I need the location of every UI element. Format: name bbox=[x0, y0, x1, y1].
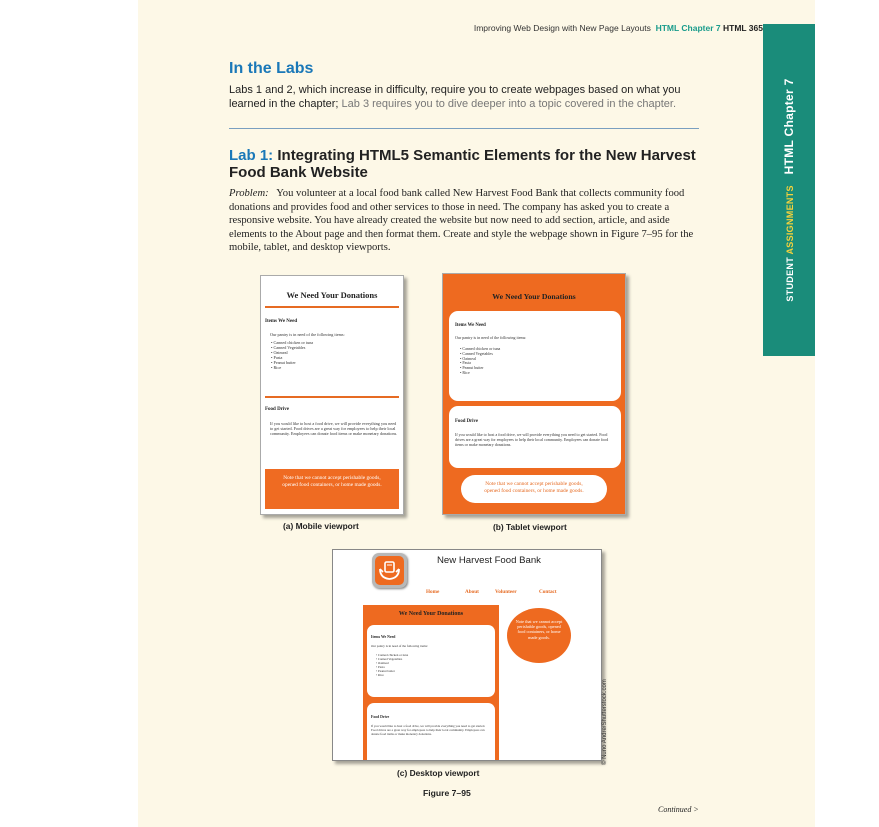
list-item: • Canned Vegetables bbox=[271, 345, 306, 350]
chapter-label: HTML Chapter 7 bbox=[655, 23, 721, 33]
list-item: • Oatmeal bbox=[376, 660, 389, 665]
mobile-caption: (a) Mobile viewport bbox=[283, 521, 359, 531]
mobile-note: Note that we cannot accept perishable goods, opened food containers, or home made goods. bbox=[265, 469, 399, 509]
desktop-caption: (c) Desktop viewport bbox=[397, 768, 480, 778]
list-item: • Canned Vegetables bbox=[460, 350, 493, 356]
logo-inner bbox=[375, 556, 404, 585]
mobile-viewport-mockup bbox=[260, 275, 404, 515]
labs-intro-gray: Lab 3 requires you to dive deeper into a topic covered in the chapter. bbox=[341, 98, 677, 110]
site-name: New Harvest Food Bank bbox=[437, 555, 541, 566]
problem-text: You volunteer at a local food bank called New Harvest Food Bank that collects community food donations and provides food and other services to those in need. The company has asked you to create a responsive website. You have already created the website but now need to add section, article, and aside elements to the About page and then format them. Create and style the webpage shown in Figure 7–95 for the mobile, tablet, and desktop viewports. bbox=[229, 188, 694, 253]
list-item: • Peanut butter bbox=[376, 668, 395, 673]
desktop-aside-note: Note that we cannot accept perishable goods, opened food containers, or home made goods. bbox=[507, 608, 571, 663]
list-item: • Pasta bbox=[460, 360, 471, 366]
tablet-viewport-mockup bbox=[442, 273, 626, 515]
list-item: • Rice bbox=[376, 672, 384, 677]
list-item: • Oatmeal bbox=[460, 355, 476, 361]
labs-intro-main: Labs 1 and 2, which increase in difficulty, require you to create webpages based on what you learned in the chapter; bbox=[229, 84, 681, 110]
problem-paragraph bbox=[229, 187, 709, 255]
mobile-page-title: We Need Your Donations bbox=[286, 290, 378, 300]
lab1-title: Integrating HTML5 Semantic Elements for the New Harvest Food Bank Website bbox=[229, 147, 696, 181]
tablet-note: Note that we cannot accept perishable goods, opened food containers, or home made goods. bbox=[461, 475, 607, 503]
desktop-drive-heading: Food Drive bbox=[371, 715, 390, 719]
tablet-items-box bbox=[449, 311, 621, 401]
photo-credit: © Nuno Andre/Shutterstock.com bbox=[602, 679, 608, 765]
desktop-items-intro: Our pantry is in need of the following items: bbox=[371, 644, 428, 648]
side-chapter-tab bbox=[763, 24, 815, 356]
tablet-page-title: We Need Your Donations bbox=[492, 292, 576, 301]
mobile-items-heading: Items We Need bbox=[265, 319, 298, 324]
mobile-drive-text: If you would like to host a food drive, we will provide everything you need to get started. Food drives are a great way for employees to help their local community. Employees can donate food items or make monetary donations. bbox=[270, 421, 398, 436]
tablet-items-list bbox=[460, 347, 500, 376]
list-item: • Rice bbox=[271, 365, 282, 370]
side-tab-student: STUDENT bbox=[785, 256, 795, 302]
tablet-drive-heading: Food Drive bbox=[455, 419, 479, 424]
list-item: • Pasta bbox=[376, 664, 385, 669]
desktop-drive-text: If you would like to host a food drive, we will provide everything you need to get started. Food drives are a great way for employees to help their local community. Employees can donate food items or make monetary donations. bbox=[371, 724, 486, 736]
desktop-viewport-mockup bbox=[332, 549, 602, 761]
desktop-page-title: We Need Your Donations bbox=[398, 611, 464, 617]
nav-home: Home bbox=[426, 589, 440, 595]
tablet-items-heading: Items We Need bbox=[455, 323, 486, 328]
mobile-items-list bbox=[271, 340, 313, 370]
nav-contact: Contact bbox=[539, 589, 557, 595]
desktop-main-section bbox=[363, 605, 499, 761]
mobile-divider bbox=[265, 396, 399, 398]
desktop-items-list bbox=[376, 654, 408, 677]
list-item: • Oatmeal bbox=[271, 350, 288, 355]
tablet-drive-text: If you would like to host a food drive, we will provide everything you need to get started. Food drives are a great way for employees to help their local community. Employees can donate food items or make monetary donations. bbox=[455, 432, 609, 447]
nav-about: About bbox=[465, 589, 479, 595]
list-item: • Canned chicken or tuna bbox=[271, 340, 314, 345]
hands-food-icon bbox=[375, 556, 404, 585]
lab1-number: Lab 1: bbox=[229, 147, 274, 164]
figure-label: Figure 7–95 bbox=[423, 788, 471, 798]
desktop-items-box bbox=[367, 625, 495, 697]
list-item: • Peanut butter bbox=[271, 360, 296, 365]
side-tab-chapter: HTML Chapter 7 bbox=[782, 78, 796, 175]
lab1-heading bbox=[229, 147, 709, 181]
list-item: • Rice bbox=[460, 369, 470, 375]
page-ref: HTML 365 bbox=[723, 23, 763, 33]
mobile-drive-heading: Food Drive bbox=[265, 407, 290, 412]
side-tab-text bbox=[782, 78, 796, 301]
continued-link: Continued > bbox=[658, 805, 699, 814]
mobile-items-intro: Our pantry is in need of the following items: bbox=[270, 332, 345, 337]
desktop-items-heading: Items We Need bbox=[371, 635, 396, 639]
food-bank-logo bbox=[372, 553, 407, 588]
running-title: Improving Web Design with New Page Layouts bbox=[473, 23, 651, 33]
tablet-caption: (b) Tablet viewport bbox=[493, 522, 567, 532]
list-item: • Pasta bbox=[271, 355, 283, 360]
nav-volunteer: Volunteer bbox=[495, 589, 517, 595]
labs-intro bbox=[229, 83, 699, 111]
list-item: • Canned Vegetables bbox=[376, 656, 403, 661]
section-divider bbox=[229, 128, 699, 129]
mobile-divider bbox=[265, 306, 399, 308]
tablet-drive-box bbox=[449, 406, 621, 468]
side-tab-assignments: ASSIGNMENTS bbox=[785, 185, 795, 255]
list-item: • Canned chicken or tuna bbox=[460, 346, 501, 351]
desktop-drive-box bbox=[367, 703, 495, 761]
list-item: • Peanut butter bbox=[460, 365, 484, 371]
textbook-page bbox=[138, 0, 815, 827]
problem-label: Problem: bbox=[229, 188, 269, 199]
in-the-labs-heading: In the Labs bbox=[229, 60, 314, 77]
list-item: • Canned chicken or tuna bbox=[376, 653, 409, 657]
tablet-items-intro: Our pantry is in need of the following items: bbox=[455, 335, 527, 340]
running-header bbox=[474, 23, 763, 33]
